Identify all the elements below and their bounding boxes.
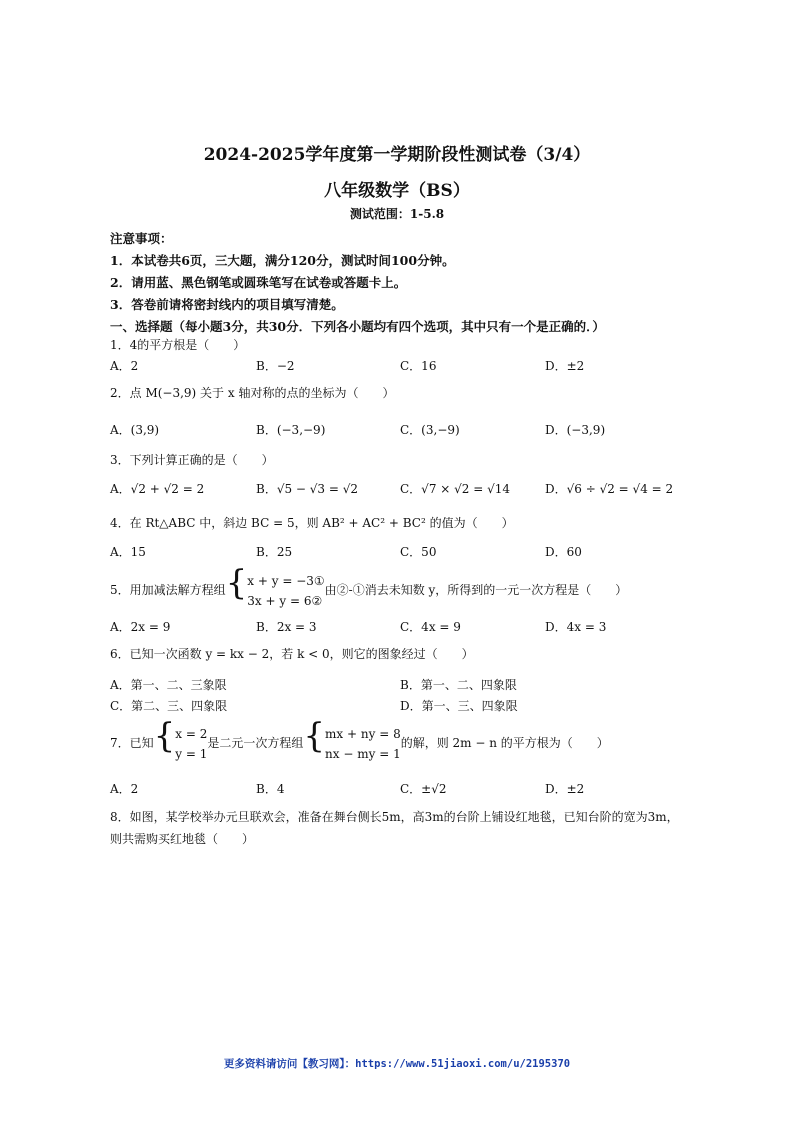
q2-option-c: C．(3,−9) bbox=[400, 423, 460, 437]
q5-option-d: D．4x = 3 bbox=[545, 620, 607, 634]
q7-stem-pre: 7．已知 bbox=[110, 736, 154, 750]
note-item-3: 3．答卷前请将密封线内的项目填写清楚。 bbox=[110, 297, 344, 312]
question-6-stem: 6．已知一次函数 y = kx − 2，若 k < 0，则它的图象经过（ ） bbox=[110, 647, 474, 661]
q5-equation-1: x + y = −3① bbox=[247, 573, 325, 588]
q7-stem-mid: 是二元一次方程组 bbox=[207, 736, 304, 750]
q7-option-c: C．±√2 bbox=[400, 782, 447, 796]
q1-option-b: B．−2 bbox=[256, 359, 295, 373]
q6-option-a: A．第一、二、三象限 bbox=[110, 678, 227, 692]
q1-option-a: A．2 bbox=[110, 359, 139, 373]
q3-option-d: D．√6 ÷ √2 = √4 = 2 bbox=[545, 482, 674, 496]
q3-option-a: A．√2 + √2 = 2 bbox=[110, 482, 205, 496]
footer-link[interactable]: 更多资料请访问【教习网】：https://www.51jiaoxi.com/u/2195370 bbox=[223, 1058, 571, 1070]
q4-option-c: C．50 bbox=[400, 545, 437, 559]
exam-subtitle: 八年级数学（BS） bbox=[324, 181, 470, 201]
q4-option-a: A．15 bbox=[110, 545, 146, 559]
q7-option-b: B．4 bbox=[256, 782, 285, 796]
q5-equation-system bbox=[247, 571, 324, 611]
question-3-stem: 3．下列计算正确的是（ ） bbox=[110, 453, 274, 467]
left-brace: { bbox=[225, 563, 248, 603]
test-range: 测试范围：1-5.8 bbox=[349, 207, 445, 221]
question-8-line-2: 则共需购买红地毯（ ） bbox=[110, 832, 255, 846]
note-item-2: 2．请用蓝、黑色钢笔或圆珠笔写在试卷或答题卡上。 bbox=[110, 275, 407, 290]
q5-equation-2: 3x + y = 6② bbox=[247, 593, 323, 608]
q6-option-b: B．第一、二、四象限 bbox=[400, 678, 517, 692]
q7-equation-system bbox=[325, 724, 401, 764]
q2-option-d: D．(−3,9) bbox=[545, 423, 606, 437]
question-1-stem: 1．4的平方根是（ ） bbox=[110, 338, 246, 352]
q5-option-c: C．4x = 9 bbox=[400, 620, 461, 634]
question-5-stem bbox=[110, 563, 628, 611]
question-8-line-1: 8．如图，某学校举办元旦联欢会，准备在舞台侧长5m，高3m的台阶上铺设红地毯，已知台阶的宽为3m， bbox=[110, 810, 679, 824]
q2-option-a: A．(3,9) bbox=[110, 423, 160, 437]
left-brace: { bbox=[303, 716, 326, 756]
question-4-stem: 4．在 Rt△ABC 中，斜边 BC = 5，则 AB² + AC² + BC² 的值为（ ） bbox=[110, 516, 514, 530]
left-brace: { bbox=[153, 716, 176, 756]
q5-stem-pre: 5．用加减法解方程组 bbox=[110, 583, 226, 597]
q7-option-a: A．2 bbox=[110, 782, 139, 796]
question-7-stem bbox=[110, 716, 609, 764]
q1-option-d: D．±2 bbox=[545, 359, 585, 373]
q6-option-c: C．第二、三、四象限 bbox=[110, 699, 228, 713]
q1-option-c: C．16 bbox=[400, 359, 437, 373]
q7-solution-y: y = 1 bbox=[175, 746, 208, 761]
q7-equation-1: mx + ny = 8 bbox=[325, 726, 401, 741]
q3-option-c: C．√7 × √2 = √14 bbox=[400, 482, 511, 496]
section-heading: 一、选择题（每小题3分，共30分．下列各小题均有四个选项，其中只有一个是正确的．） bbox=[110, 319, 605, 334]
q7-solution-x: x = 2 bbox=[175, 726, 208, 741]
q6-option-d: D．第一、三、四象限 bbox=[400, 699, 518, 713]
q5-stem-post: 由②-①消去未知数 y，所得到的一元一次方程是（ ） bbox=[324, 583, 628, 597]
question-2-stem: 2．点 M(−3,9) 关于 x 轴对称的点的坐标为（ ） bbox=[110, 386, 395, 400]
q7-solution-system bbox=[175, 724, 207, 764]
q7-stem-post: 的解，则 2m − n 的平方根为（ ） bbox=[400, 736, 609, 750]
q7-equation-2: nx − my = 1 bbox=[325, 746, 401, 761]
q5-option-b: B．2x = 3 bbox=[256, 620, 317, 634]
q5-option-a: A．2x = 9 bbox=[110, 620, 171, 634]
exam-title: 2024-2025学年度第一学期阶段性测试卷（3/4） bbox=[203, 145, 591, 165]
q4-option-d: D．60 bbox=[545, 545, 582, 559]
q3-option-b: B．√5 − √3 = √2 bbox=[256, 482, 359, 496]
notes-heading: 注意事项： bbox=[110, 231, 173, 246]
q7-option-d: D．±2 bbox=[545, 782, 585, 796]
q2-option-b: B．(−3,−9) bbox=[256, 423, 326, 437]
note-item-1: 1．本试卷共6页，三大题，满分120分，测试时间100分钟。 bbox=[110, 253, 455, 268]
q4-option-b: B．25 bbox=[256, 545, 293, 559]
